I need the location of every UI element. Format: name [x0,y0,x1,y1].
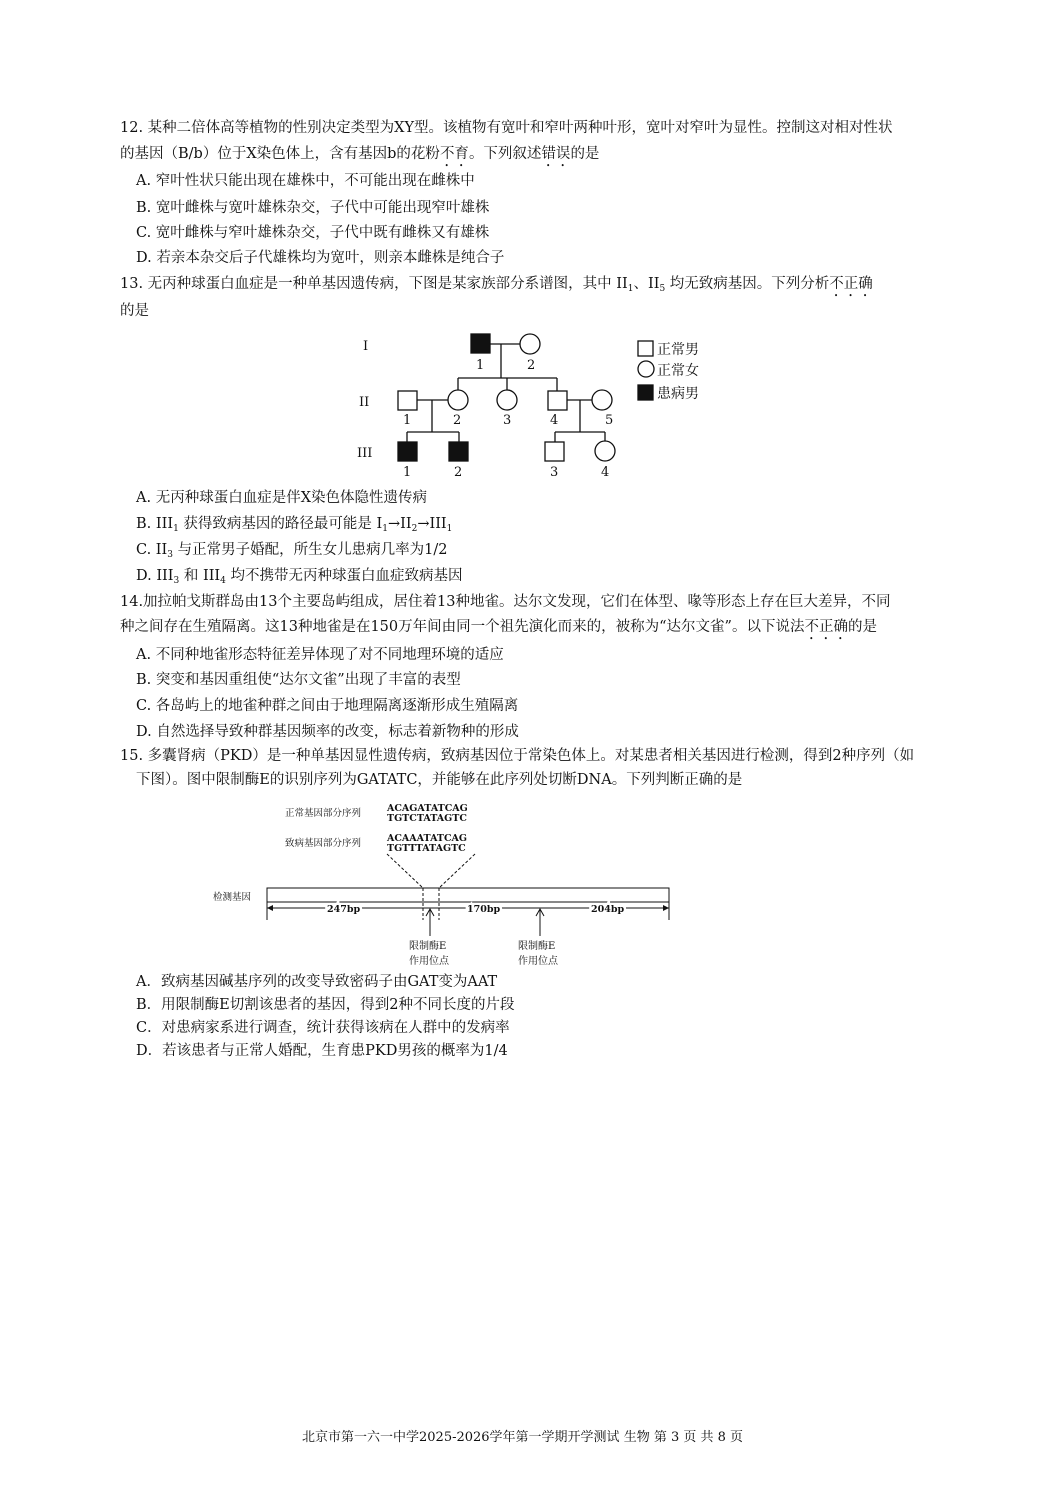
pedigree-II1-normal-male [398,391,417,410]
q14-line1: 14.加拉帕戈斯群岛由13个主要岛屿组成，居住着13种地雀。达尔文发现，它们在体型、喙等形态上存在巨大差异，不同 [120,594,891,610]
q13-optb-s3: 2 [411,524,418,534]
q12-option-a: A. 窄叶性状只能出现在雄株中，不可能出现在雌株中 [136,173,475,189]
gen-label-III: III [357,446,373,461]
q13-optb-t3: →II [387,516,412,532]
num-II2: 2 [453,413,462,428]
num-III4: 4 [601,465,610,480]
segment-2-length: 170bp [467,904,501,915]
gene-bar [267,888,669,902]
num-II4: 4 [550,413,559,428]
pedigree-II2-normal-female [448,390,468,410]
q13-optd-t2: 和 III [179,568,221,584]
q13-option-b [136,516,452,535]
q14-option-c: C. 各岛屿上的地雀种群之间由于地理隔离逐渐形成生殖隔离 [136,698,519,714]
q13-optb-t2: 获得致病基因的路径最可能是 I [178,516,383,532]
segment-1-length: 247bp [327,904,361,915]
q12-line2-mid: 。下列叙述 [468,146,542,162]
num-III1: 1 [403,465,412,480]
q13-optb-t4: →III [417,516,447,532]
mutant-seq-bottom: TGTTTATAGTC [387,843,466,854]
gen-label-I: I [363,339,369,354]
q14-option-a: A. 不同种地雀形态特征差异体现了对不同地理环境的适应 [136,647,504,663]
q13-optc-t2: 与正常男子婚配，所生女儿患病几率为1/2 [173,542,448,558]
pedigree-II5-normal-female [592,390,612,410]
q13-line1-pre: 13. 无丙种球蛋白血症是一种单基因遗传病，下图是某家族部分系谱图，其中 II [120,276,628,292]
q13-optc-s1: 3 [167,550,173,560]
pedigree-III3-normal-male [545,442,564,461]
q15-line2: 下图）。图中限制酶E的识别序列为GATATC，并能够在此序列处切断DNA。下列判断正确的是 [136,772,743,788]
pedigree-I1-affected-male [471,334,490,353]
q12-option-c: C. 宽叶雌株与窄叶雄株杂交，子代中既有雌株又有雄株 [136,225,490,241]
normal-seq-top: ACAGATATCAG [387,803,468,814]
segment-3-length: 204bp [591,904,625,915]
mutant-seq-top: ACAAATATCAG [387,833,468,844]
q13-sub-1: 1 [627,284,634,294]
q12-line2-post: 的是 [570,146,600,162]
pedigree-II3-normal-female [497,390,517,410]
num-I2: 2 [527,358,536,373]
legend-affected-male-icon [638,385,653,400]
q12-emphasis-2: 错误 [541,146,571,162]
num-II1: 1 [403,413,412,428]
pedigree-III4-normal-female [595,441,615,461]
q12-line2 [120,146,599,170]
num-II3: 3 [503,413,512,428]
q13-option-c [136,542,447,561]
q13-optb-s4: 1 [446,524,453,534]
q13-optd-s2: 4 [220,576,226,586]
q13-optd-s1: 3 [173,576,180,586]
cut-site-2-label-b: 作用位点 [518,956,558,967]
q13-optb-t1: B. III [136,516,174,532]
q14-line2 [120,619,877,643]
num-III3: 3 [550,465,559,480]
q13-line1 [120,276,873,300]
pedigree-I2-normal-female [520,334,540,354]
q13-optd-t1: D. III [136,568,174,584]
normal-seq-label: 正常基因部分序列 [285,808,362,819]
pedigree-II4-normal-male [548,391,567,410]
q13-sub-5: 5 [659,284,666,294]
q14-option-d: D. 自然选择导致种群基因频率的改变，标志着新物种的形成 [136,724,519,740]
legend-affected-male: 患病男 [657,386,699,402]
pedigree-III1-affected-male [398,442,417,461]
q12-option-b: B. 宽叶雌株与宽叶雄株杂交，子代中可能出现窄叶雄株 [136,200,490,216]
pedigree-III2-affected-male [449,442,468,461]
q14-option-b: B. 突变和基因重组使“达尔文雀”出现了丰富的表型 [136,672,461,688]
q13-line2: 的是 [120,303,149,319]
gene-detection-figure [205,798,685,973]
q12-line1: 12. 某种二倍体高等植物的性别决定类型为XY型。该植物有宽叶和窄叶两种叶形，宽叶对窄叶为显性。控制这对相对性状 [120,120,893,136]
q13-option-d [136,568,463,587]
page-footer: 北京市第一六一中学2025-2026学年第一学期开学测试 生物 第 3 页 共 8 页 [302,1430,744,1445]
q13-emphasis: 不正确 [829,276,873,292]
legend-normal-male: 正常男 [657,342,699,358]
q14-emphasis: 不正确 [804,619,848,635]
q13-optc-t1: C. II [136,542,168,558]
num-III2: 2 [454,465,463,480]
q15-option-a: A．致病基因碱基序列的改变导致密码子由GAT变为AAT [136,974,498,990]
q13-optb-s2: 1 [382,524,388,534]
q15-option-d: D．若该患者与正常人婚配，生育患PKD男孩的概率为1/4 [136,1043,508,1059]
legend-normal-female: 正常女 [657,363,699,379]
normal-seq-bottom: TGTCTATAGTC [387,813,467,824]
legend-normal-male-icon [638,341,653,356]
legend-normal-female-icon [638,361,654,377]
q13-line1-sep: 、II [633,276,660,292]
q14-line2-pre: 种之间存在生殖隔离。这13种地雀是在150万年间由同一个祖先演化而来的，被称为“达尔文雀”。以下说法 [120,619,805,635]
mutant-seq-label: 致病基因部分序列 [285,838,362,849]
q15-option-c: C．对患病家系进行调查，统计获得该病在人群中的发病率 [136,1020,510,1036]
q12-line2-pre: 的基因（B/b）位于X染色体上，含有基因b的花粉 [120,146,440,162]
cut-site-2-label-a: 限制酶E [518,941,556,952]
q15-option-b: B．用限制酶E切割该患者的基因，得到2种不同长度的片段 [136,997,515,1013]
q13-optb-s1: 1 [173,524,179,534]
gene-label: 检测基因 [213,892,252,903]
q12-option-d: D. 若亲本杂交后子代雄株均为宽叶，则亲本雌株是纯合子 [136,250,505,266]
q13-line1-mid: 均无致病基因。下列分析 [665,276,830,292]
gen-label-II: II [359,395,370,410]
cut-site-1-label-b: 作用位点 [409,956,449,967]
q13-optd-t3: 均不携带无丙种球蛋白血症致病基因 [225,568,463,584]
num-I1: 1 [476,358,485,373]
num-II5: 5 [605,413,614,428]
q12-emphasis-1: 不育 [439,146,469,162]
cut-site-1-label-a: 限制酶E [409,941,447,952]
pedigree-chart [355,330,715,480]
q14-line2-post: 的是 [847,619,877,635]
q15-line1: 15. 多囊肾病（PKD）是一种单基因显性遗传病，致病基因位于常染色体上。对某患者相关基因进行检测，得到2种序列（如 [120,748,915,764]
q13-option-a: A. 无丙种球蛋白血症是伴X染色体隐性遗传病 [136,490,428,506]
